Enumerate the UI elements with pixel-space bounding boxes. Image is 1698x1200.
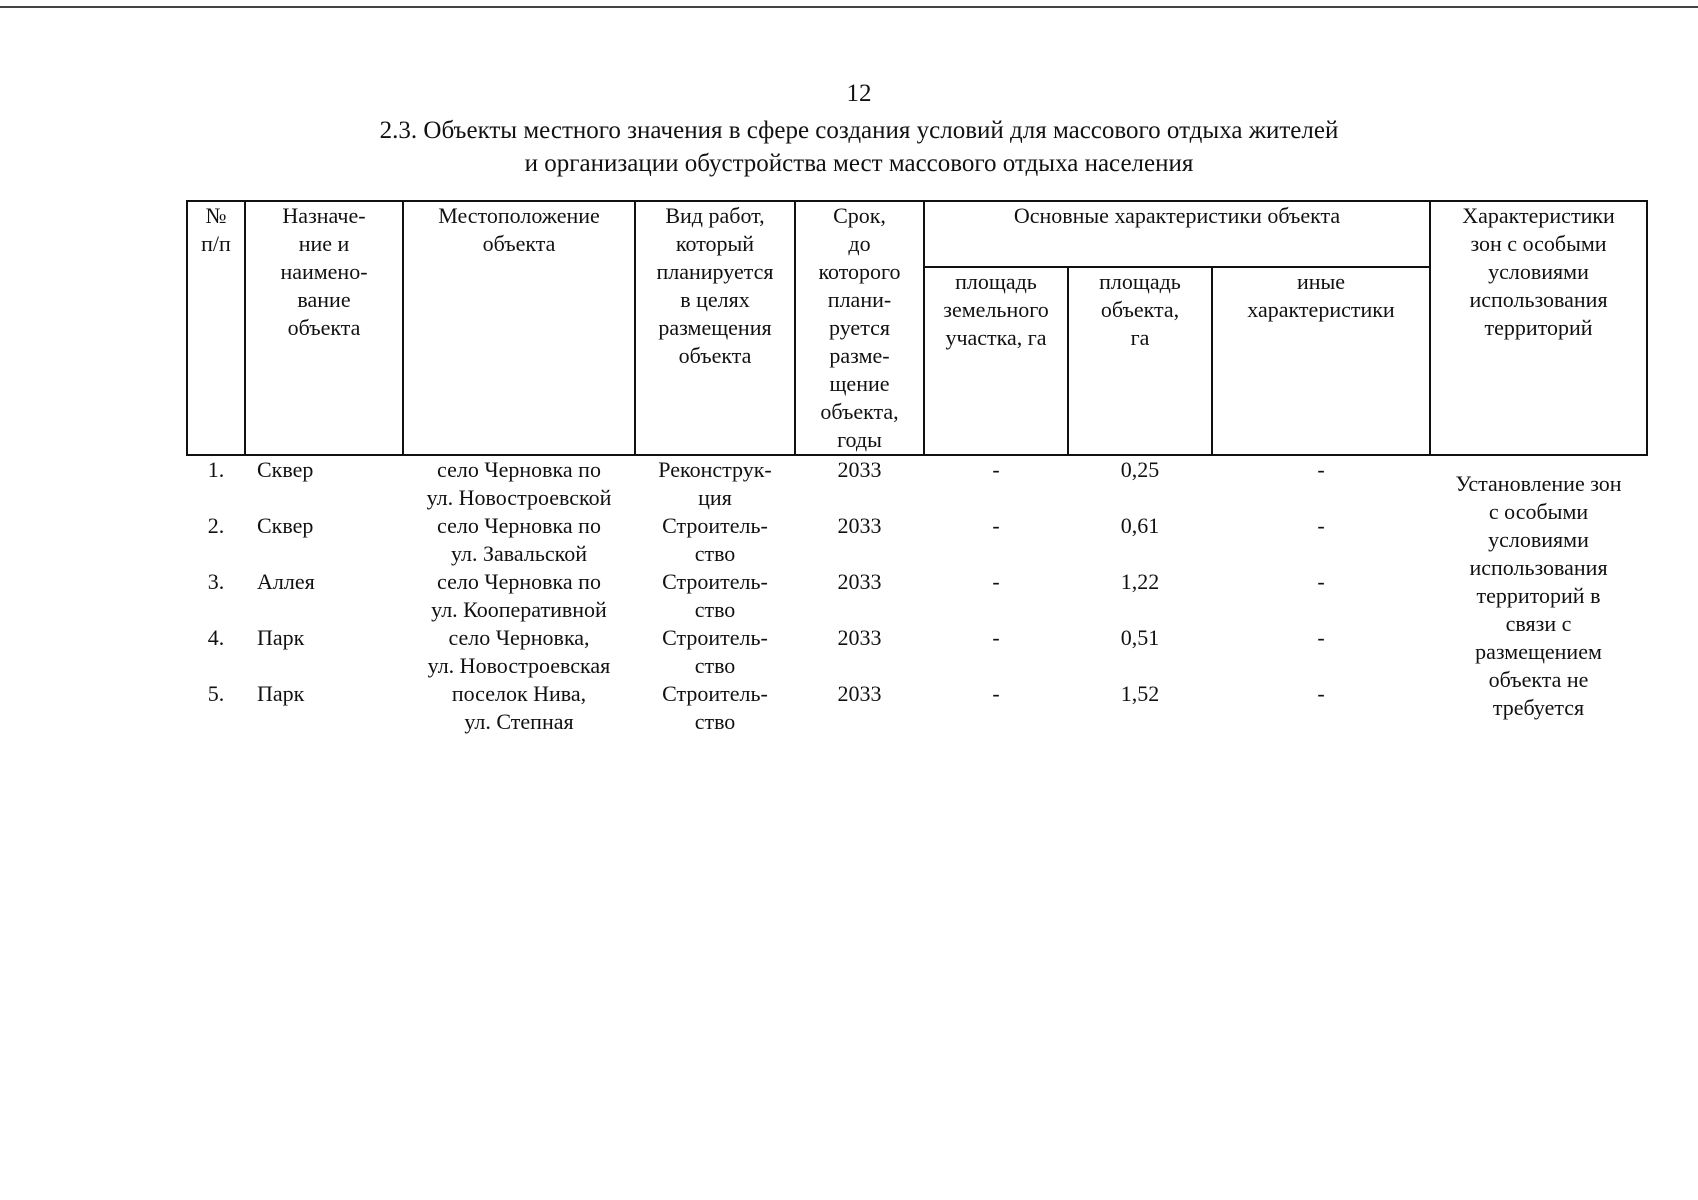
table-row [187,512,1647,568]
top-rule [0,6,1698,8]
row-other-characteristics: - [1317,513,1325,538]
row-term: 2033 [837,513,882,538]
row-land-area: - [992,513,1000,538]
row-num: 3. [207,569,225,594]
header-object-area: площадь объекта, га [1068,267,1212,455]
row-land-area: - [992,457,1000,482]
row-name: Сквер [257,513,314,538]
header-num: № п/п [187,201,245,455]
page-title-line-1: 2.3. Объекты местного значения в сфере создания условий для массового отдыха жителей [379,117,1339,144]
page-title-line-2: и организации обустройства мест массового отдыха населения [524,150,1194,177]
zones-note: Установление зон с особыми условиями использования территорий в связи с размещением объекта не требуется [1455,471,1622,720]
row-num: 2. [207,513,225,538]
row-name: Аллея [257,569,315,594]
row-term: 2033 [837,681,882,706]
row-num: 4. [207,625,225,650]
page-title [0,114,1698,180]
header-location: Местоположение объекта [403,201,635,455]
row-object-area: 0,61 [1120,513,1160,538]
row-object-area: 1,52 [1120,681,1160,706]
row-land-area: - [992,625,1000,650]
row-work-type: Строитель- ство [662,681,768,734]
row-term: 2033 [837,625,882,650]
header-zones: Характеристики зон с особыми условиями использования территорий [1430,201,1647,455]
row-location: село Черновка, ул. Новостроевская [427,625,611,678]
row-num: 1. [207,457,225,482]
header-work-type: Вид работ, который планируется в целях размещения объекта [635,201,795,455]
row-work-type: Реконструк- ция [658,457,772,510]
row-object-area: 1,22 [1120,569,1160,594]
row-object-area: 0,25 [1120,457,1160,482]
page-number: 12 [846,80,872,107]
table-row [187,568,1647,624]
row-num: 5. [207,681,225,706]
row-name: Парк [257,625,305,650]
header-term: Срок, до которого плани- руется разме- щение объекта, годы [795,201,924,455]
header-name: Назначе- ние и наимено- вание объекта [245,201,403,455]
row-work-type: Строитель- ство [662,625,768,678]
row-work-type: Строитель- ство [662,513,768,566]
table-row [187,455,1647,512]
row-other-characteristics: - [1317,457,1325,482]
row-land-area: - [992,569,1000,594]
row-location: поселок Нива, ул. Степная [451,681,587,734]
row-location: село Черновка по ул. Новостроевской [426,457,612,510]
row-other-characteristics: - [1317,569,1325,594]
row-work-type: Строитель- ство [662,569,768,622]
header-main-characteristics: Основные характеристики объекта [924,201,1430,267]
table-row [187,624,1647,680]
table-body [187,455,1647,736]
row-other-characteristics: - [1317,681,1325,706]
row-name: Сквер [257,457,314,482]
header-land-area: площадь земельного участка, га [924,267,1068,455]
header-other-characteristics: иные характеристики [1212,267,1430,455]
table-header [187,201,1647,455]
row-location: село Черновка по ул. Завальской [437,513,601,566]
row-land-area: - [992,681,1000,706]
objects-table [186,200,1648,736]
row-term: 2033 [837,457,882,482]
table-row [187,680,1647,736]
row-object-area: 0,51 [1120,625,1160,650]
row-term: 2033 [837,569,882,594]
row-other-characteristics: - [1317,625,1325,650]
row-name: Парк [257,681,305,706]
row-location: село Черновка по ул. Кооперативной [431,569,607,622]
